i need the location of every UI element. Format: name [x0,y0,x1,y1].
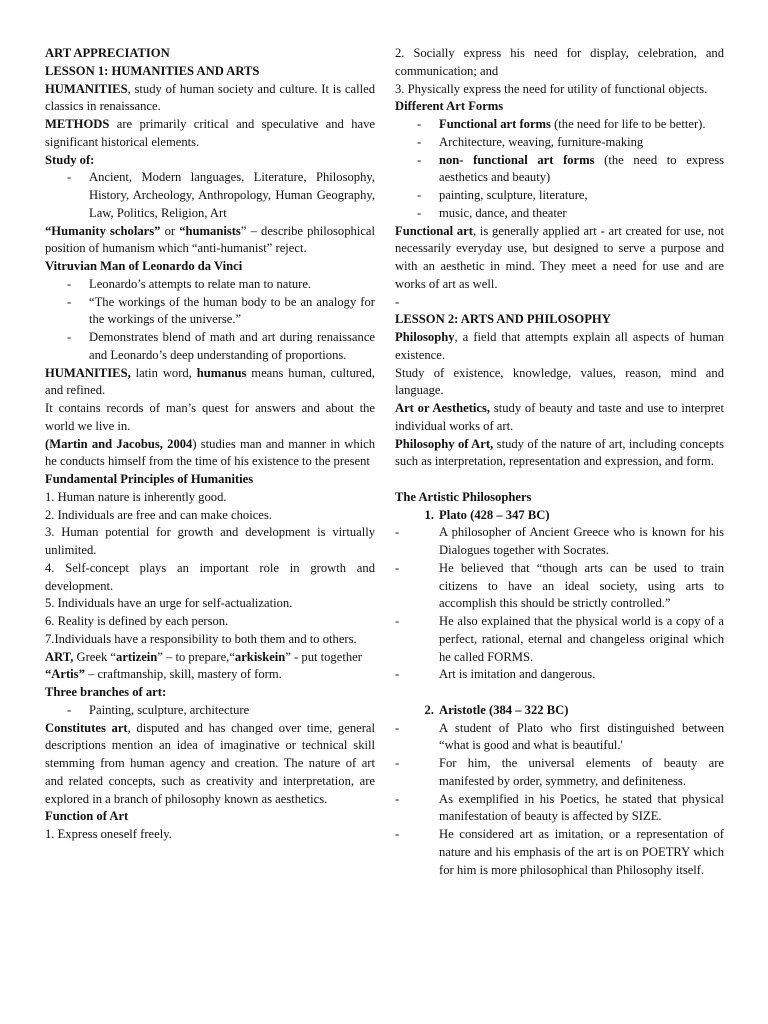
term: arkiskein [234,649,286,664]
branches-list [45,702,375,720]
list-item: - Art is imitation and dangerous. [439,666,724,684]
term: “Humanity scholars” [45,223,161,238]
principle-item: 2. Individuals are free and can make choices. [45,507,272,522]
spacer [395,471,724,489]
definition-text: , is generally applied art - art created for use, not necessarily everyday use, but designed to serve a purpose and with an aesthetic in mind. They meet a need for use and are works of art as well. [395,223,724,291]
list-item: - He also explained that the physical world is a copy of a perfect, rational, eternal and changeless original which he called FORMS. [439,613,724,666]
definition-text: – craftmanship, skill, mastery of form. [84,667,282,682]
art-forms-list [395,116,724,223]
definition-text: , study of human society and culture. It is called classics in renaissance. [45,81,375,114]
aesthetics-definition [395,400,724,436]
functional-art-definition [395,223,724,294]
philosophy-of-art-definition [395,436,724,472]
connector-text: ” – to prepare,“ [157,649,235,664]
definition-text: ” – describe philosophical position of humanism which “anti-humanist” reject. [45,223,375,256]
list-item: - Ancient, Modern languages, Literature, Philosophy, History, Archeology, Anthropology, Human Geography, Law, Politics, Religion, Art [89,169,375,222]
connector-text: or [160,223,180,238]
function-item: 2. Socially express his need for display, celebration, and communication; and [395,46,724,78]
list-item: - “The workings of the human body to be an analogy for the workings of the universe.” [89,294,375,330]
list-item: - For him, the universal elements of beauty are manifested by order, symmetry, and definiteness. [439,755,724,791]
connector-text: latin word, [130,365,197,380]
principle-item: 5. Individuals have an urge for self-actualization. [45,596,293,611]
term: “Artis” [45,667,85,682]
list-item: - music, dance, and theater [439,205,724,223]
martin-citation [45,436,375,472]
stray-dash: - [395,294,400,309]
term: non- functional art forms [439,152,595,167]
right-column [395,45,724,879]
term: Functional art forms [439,117,551,131]
scholars-definition [45,223,375,259]
principle-item: 1. Human nature is inherently good. [45,489,227,504]
connector-text: Greek “ [73,649,117,664]
term: HUMANITIES [45,81,128,96]
list-number: 2. [424,702,434,717]
constitutes-definition [45,720,375,809]
definition-text: (the need to express aesthetics and beauty) [439,152,725,185]
list-number: 1. [424,507,434,522]
plato-heading [395,507,724,525]
plato-list [395,524,724,684]
principle-item: 4. Self-concept plays an important role in growth and development. [45,560,375,593]
list-item: - He considered art as imitation, or a representation of nature and his emphasis of the art is on POETRY which for him is more philosophical than Philosophy itself. [439,826,724,879]
principles-heading: Fundamental Principles of Humanities [45,472,254,486]
philosopher-name: Plato (428 – 347 BC) [439,507,550,522]
philosophers-heading: The Artistic Philosophers [395,489,532,504]
term: HUMANITIES, [45,365,131,380]
vitruvian-list [45,276,375,365]
records-paragraph: It contains records of man’s quest for answers and about the world we live in. [45,401,375,433]
term: “humanists [179,223,241,238]
definition-text: (the need for life to be better). [550,117,706,131]
list-item: - As exemplified in his Poetics, he stated that physical manifestation of beauty is affected by SIZE. [439,791,724,827]
art-etymology [45,649,375,667]
term: Philosophy [395,330,455,344]
aristotle-heading [395,702,724,720]
list-item: - Leonardo’s attempts to relate man to nature. [89,276,375,294]
list-item: - A philosopher of Ancient Greece who is known for his Dialogues together with Socrates. [439,524,724,560]
definition-text: study of beauty and taste and use to interpret individual works of art. [395,401,724,433]
art-forms-heading: Different Art Forms [395,99,504,114]
function-item: 3. Physically express the need for utility of functional objects. [395,81,708,96]
list-item: - Painting, sculpture, architecture [89,702,375,720]
humanus-definition [45,365,375,401]
term: ART, [45,649,74,664]
philosopher-name: Aristotle (384 – 322 BC) [439,702,569,717]
philosophy-definition [395,329,724,365]
function-heading: Function of Art [45,809,129,824]
definition-text: means human, cultured, and refined. [45,365,375,398]
left-column [45,45,375,844]
definition-text: are primarily critical and speculative and have significant historical elements. [45,117,375,149]
methods-definition [45,116,375,152]
list-item: - painting, sculpture, literature, [439,187,724,205]
definition-text: ) studies man and manner in which he conducts himself from the time of his existence to the present [45,436,375,469]
definition-text: , disputed and has changed over time, general descriptions mention an idea of imaginative or technical skill stemming from human agency and creation. The nature of art and related concepts, such as creativity and interpretation, are explored in a branch of philosophy known as aesthetics. [45,720,375,806]
principle-item: 3. Human potential for growth and development is virtually unlimited. [45,525,375,557]
principle-item: 6. Reality is defined by each person. [45,614,229,628]
list-item [439,116,724,134]
list-item [439,152,724,188]
list-item: - He believed that “though arts can be used to train citizens to have an ideal society, using arts to accomplish this should be strictly controlled.” [439,560,724,613]
term: artizein [116,649,158,664]
term: humanus [196,365,247,380]
spacer [395,684,724,702]
term: Philosophy of Art, [395,436,494,451]
connector-text: ” - put together [285,649,362,664]
study-of-heading: Study of: [45,152,95,167]
function-item: 1. Express oneself freely. [45,827,172,841]
lesson-1-heading: LESSON 1: HUMANITIES AND ARTS [45,63,260,78]
branches-heading: Three branches of art: [45,685,167,699]
definition-text: , a field that attempts explain all aspects of human existence. [395,330,724,362]
document-title: ART APPRECIATION [45,46,170,60]
list-item: - Architecture, weaving, furniture-making [439,134,724,152]
citation: (Martin and Jacobus, 2004 [45,436,193,451]
list-item: - A student of Plato who first distinguished between “what is good and what is beautiful.' [439,720,724,756]
principle-item: 7.Individuals have a responsibility to both them and to others. [45,631,357,646]
vitruvian-heading: Vitruvian Man of Leonardo da Vinci [45,259,243,273]
artis-definition [45,666,375,684]
definition-text: study of the nature of art, including concepts such as interpretation, representation and expression, and form. [395,436,724,469]
aristotle-list [395,720,724,880]
term: METHODS [45,117,110,131]
term: Art or Aesthetics, [395,401,491,415]
list-item: - Demonstrates blend of math and art during renaissance and Leonardo’s deep understanding of proportions. [89,329,375,365]
study-existence: Study of existence, knowledge, values, reason, mind and language. [395,365,724,398]
term: Functional art [395,223,473,238]
humanities-definition [45,81,375,117]
lesson-2-heading: LESSON 2: ARTS AND PHILOSOPHY [395,312,611,327]
study-of-list [45,169,375,222]
term: Constitutes art [45,720,128,735]
